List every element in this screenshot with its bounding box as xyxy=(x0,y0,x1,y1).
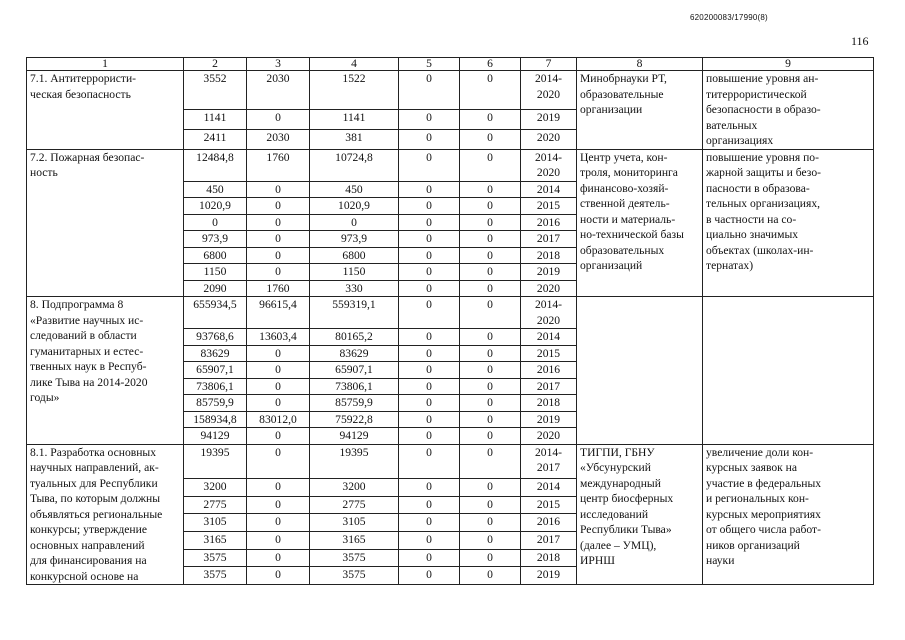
amount-cell: 0 xyxy=(247,247,310,264)
period-cell: 2015 xyxy=(521,198,577,215)
amount-cell: 0 xyxy=(460,378,521,395)
period-cell: 2018 xyxy=(521,395,577,412)
amount-cell: 1141 xyxy=(184,109,247,129)
amount-cell: 0 xyxy=(310,214,399,231)
amount-cell: 83629 xyxy=(310,345,399,362)
amount-cell: 0 xyxy=(399,478,460,496)
period-cell: 2020 xyxy=(521,280,577,297)
amount-cell: 1150 xyxy=(184,264,247,281)
text-line: 8.1. Разработка основных xyxy=(30,445,157,459)
amount-cell: 450 xyxy=(184,181,247,198)
amount-cell: 1020,9 xyxy=(184,198,247,215)
amount-cell: 96615,4 xyxy=(247,297,310,329)
text-line: науки xyxy=(706,554,735,567)
text-line: повышение уровня ан- xyxy=(706,72,819,85)
amount-cell: 158934,8 xyxy=(184,411,247,428)
period-cell: 2015 xyxy=(521,496,577,514)
period-cell: 2020 xyxy=(521,428,577,445)
text-line: Республики Тыва» xyxy=(580,523,672,536)
amount-cell: 655934,5 xyxy=(184,297,247,329)
amount-cell: 3575 xyxy=(184,549,247,567)
indicator-cell xyxy=(703,444,874,585)
amount-cell: 973,9 xyxy=(184,231,247,248)
column-number: 1 xyxy=(27,58,184,71)
period-cell: 2015 xyxy=(521,345,577,362)
amount-cell: 0 xyxy=(247,264,310,281)
amount-cell: 75922,8 xyxy=(310,411,399,428)
activity-name xyxy=(27,444,184,585)
text-line: научных направлений, ак- xyxy=(30,461,159,474)
period-cell xyxy=(521,444,577,478)
period-cell: 2017 xyxy=(521,378,577,395)
column-number: 8 xyxy=(577,58,703,71)
text-line: ТИГПИ, ГБНУ xyxy=(580,445,655,459)
amount-cell: 0 xyxy=(247,549,310,567)
amount-cell: 1760 xyxy=(247,280,310,297)
amount-cell: 0 xyxy=(460,345,521,362)
amount-cell: 0 xyxy=(399,395,460,412)
program-table xyxy=(26,57,874,585)
amount-cell: 0 xyxy=(247,378,310,395)
text-line: 2020 xyxy=(536,313,561,327)
amount-cell: 0 xyxy=(247,231,310,248)
text-line: ности и материаль- xyxy=(580,212,676,226)
amount-cell: 559319,1 xyxy=(310,297,399,329)
amount-cell: 0 xyxy=(460,231,521,248)
text-line: безопасности в образо- xyxy=(706,103,821,116)
amount-cell: 0 xyxy=(460,362,521,379)
amount-cell: 1141 xyxy=(310,109,399,129)
text-line: конкурсной основе на xyxy=(30,569,139,583)
amount-cell: 0 xyxy=(460,129,521,149)
period-cell xyxy=(521,297,577,329)
amount-cell: 80165,2 xyxy=(310,329,399,346)
activity-name xyxy=(27,297,184,445)
amount-cell: 19395 xyxy=(184,444,247,478)
amount-cell: 0 xyxy=(247,362,310,379)
column-number: 2 xyxy=(184,58,247,71)
period-cell: 2019 xyxy=(521,109,577,129)
amount-cell: 1522 xyxy=(310,71,399,110)
text-line: Минобрнауки РТ, xyxy=(580,72,667,85)
amount-cell: 0 xyxy=(399,129,460,149)
text-line: 2020 xyxy=(536,87,561,101)
amount-cell: 0 xyxy=(399,231,460,248)
amount-cell: 0 xyxy=(399,198,460,215)
amount-cell: 13603,4 xyxy=(247,329,310,346)
amount-cell: 0 xyxy=(399,496,460,514)
amount-cell: 0 xyxy=(247,444,310,478)
amount-cell: 73806,1 xyxy=(310,378,399,395)
text-line: 2017 xyxy=(536,461,561,474)
text-line: тернатах) xyxy=(706,259,754,272)
text-line: лике Тыва на 2014-2020 xyxy=(30,375,148,389)
amount-cell: 1760 xyxy=(247,149,310,181)
text-line: твенных наук в Респуб- xyxy=(30,360,147,373)
amount-cell: 381 xyxy=(310,129,399,149)
period-cell: 2016 xyxy=(521,514,577,532)
amount-cell: 0 xyxy=(184,214,247,231)
amount-cell: 0 xyxy=(399,378,460,395)
column-number: 6 xyxy=(460,58,521,71)
period-cell: 2018 xyxy=(521,549,577,567)
amount-cell: 0 xyxy=(399,329,460,346)
table-row xyxy=(27,71,874,110)
amount-cell: 0 xyxy=(247,567,310,585)
amount-cell: 0 xyxy=(399,71,460,110)
amount-cell: 12484,8 xyxy=(184,149,247,181)
amount-cell: 93768,6 xyxy=(184,329,247,346)
amount-cell: 0 xyxy=(247,395,310,412)
text-line: «Убсунурский xyxy=(580,461,651,474)
text-line: ческая безопасность xyxy=(30,87,131,101)
text-line: вательных xyxy=(706,118,758,132)
amount-cell: 0 xyxy=(399,549,460,567)
text-line: организации xyxy=(580,103,643,116)
indicator-cell xyxy=(703,297,874,445)
amount-cell: 0 xyxy=(460,549,521,567)
text-line: 2014- xyxy=(534,445,563,459)
period-cell: 2014 xyxy=(521,181,577,198)
text-line: 2014- xyxy=(534,298,563,311)
amount-cell: 0 xyxy=(399,297,460,329)
amount-cell: 0 xyxy=(247,496,310,514)
amount-cell: 2775 xyxy=(310,496,399,514)
amount-cell: 0 xyxy=(247,109,310,129)
amount-cell: 0 xyxy=(460,531,521,549)
amount-cell: 2030 xyxy=(247,129,310,149)
amount-cell: 85759,9 xyxy=(310,395,399,412)
amount-cell: 0 xyxy=(399,362,460,379)
amount-cell: 3105 xyxy=(310,514,399,532)
period-cell: 2016 xyxy=(521,362,577,379)
amount-cell: 6800 xyxy=(184,247,247,264)
amount-cell: 2411 xyxy=(184,129,247,149)
text-line: курсных заявок на xyxy=(706,461,798,474)
amount-cell: 2030 xyxy=(247,71,310,110)
text-line: исследований xyxy=(580,507,649,521)
text-line: центр биосферных xyxy=(580,492,674,505)
amount-cell: 10724,8 xyxy=(310,149,399,181)
text-line: (далее – УМЦ), xyxy=(580,538,657,552)
period-cell xyxy=(521,149,577,181)
amount-cell: 0 xyxy=(460,264,521,281)
amount-cell: 94129 xyxy=(184,428,247,445)
amount-cell: 0 xyxy=(460,444,521,478)
text-line: образовательных xyxy=(580,243,665,257)
amount-cell: 3552 xyxy=(184,71,247,110)
period-cell: 2017 xyxy=(521,231,577,248)
period-cell: 2019 xyxy=(521,567,577,585)
text-line: международный xyxy=(580,476,661,490)
text-line: организаций xyxy=(580,259,643,272)
text-line: в частности на со- xyxy=(706,212,797,226)
amount-cell: 3575 xyxy=(310,549,399,567)
period-cell: 2020 xyxy=(521,129,577,149)
amount-cell: 0 xyxy=(460,496,521,514)
table-body xyxy=(27,58,874,585)
amount-cell: 0 xyxy=(399,345,460,362)
period-cell xyxy=(521,71,577,110)
table-row xyxy=(27,444,874,478)
amount-cell: 0 xyxy=(460,297,521,329)
column-number: 4 xyxy=(310,58,399,71)
executor-cell xyxy=(577,297,703,445)
amount-cell: 0 xyxy=(247,345,310,362)
amount-cell: 3575 xyxy=(184,567,247,585)
amount-cell: 3200 xyxy=(310,478,399,496)
amount-cell: 0 xyxy=(399,109,460,129)
text-line: но-технической базы xyxy=(580,228,684,241)
amount-cell: 0 xyxy=(247,478,310,496)
text-line: ность xyxy=(30,166,58,179)
amount-cell: 0 xyxy=(399,181,460,198)
text-line: для финансирования на xyxy=(30,554,147,567)
text-line: годы» xyxy=(30,391,60,404)
text-line: «Развитие научных ис- xyxy=(30,313,144,327)
amount-cell: 0 xyxy=(399,514,460,532)
table-row xyxy=(27,297,874,329)
amount-cell: 83629 xyxy=(184,345,247,362)
text-line: гуманитарных и естес- xyxy=(30,344,144,358)
amount-cell: 3165 xyxy=(184,531,247,549)
period-cell: 2019 xyxy=(521,264,577,281)
period-cell: 2014 xyxy=(521,478,577,496)
amount-cell: 0 xyxy=(460,149,521,181)
amount-cell: 0 xyxy=(399,149,460,181)
amount-cell: 3165 xyxy=(310,531,399,549)
column-number: 7 xyxy=(521,58,577,71)
column-number: 3 xyxy=(247,58,310,71)
text-line: объектах (школах-ин- xyxy=(706,243,814,257)
text-line: циально значимых xyxy=(706,228,799,241)
amount-cell: 0 xyxy=(399,411,460,428)
amount-cell: 65907,1 xyxy=(310,362,399,379)
amount-cell: 330 xyxy=(310,280,399,297)
text-line: 7.2. Пожарная безопас- xyxy=(30,150,145,164)
amount-cell: 94129 xyxy=(310,428,399,445)
text-line: финансово-хозяй- xyxy=(580,181,669,195)
amount-cell: 0 xyxy=(460,478,521,496)
text-line: 2020 xyxy=(536,166,561,179)
text-line: участие в федеральных xyxy=(706,476,822,490)
amount-cell: 450 xyxy=(310,181,399,198)
amount-cell: 0 xyxy=(460,214,521,231)
amount-cell: 0 xyxy=(460,514,521,532)
amount-cell: 0 xyxy=(247,428,310,445)
amount-cell: 0 xyxy=(399,428,460,445)
amount-cell: 0 xyxy=(460,109,521,129)
text-line: от общего числа работ- xyxy=(706,523,821,536)
text-line: образовательные xyxy=(580,87,664,101)
period-cell: 2017 xyxy=(521,531,577,549)
text-line: ников организаций xyxy=(706,538,800,552)
period-cell: 2014 xyxy=(521,329,577,346)
text-line: 2014- xyxy=(534,72,563,85)
amount-cell: 973,9 xyxy=(310,231,399,248)
text-line: объявляться региональные xyxy=(30,507,163,521)
indicator-cell xyxy=(703,71,874,150)
amount-cell: 3105 xyxy=(184,514,247,532)
amount-cell: 0 xyxy=(460,181,521,198)
amount-cell: 0 xyxy=(399,264,460,281)
amount-cell: 1150 xyxy=(310,264,399,281)
text-line: ственной деятель- xyxy=(580,197,670,210)
amount-cell: 0 xyxy=(247,214,310,231)
text-line: и региональных кон- xyxy=(706,492,809,505)
amount-cell: 0 xyxy=(460,71,521,110)
executor-cell xyxy=(577,444,703,585)
text-line: 8. Подпрограмма 8 xyxy=(30,298,124,311)
amount-cell: 83012,0 xyxy=(247,411,310,428)
text-line: Тыва, по которым должны xyxy=(30,492,161,505)
text-line: конкурсы; утверждение xyxy=(30,523,147,536)
amount-cell: 0 xyxy=(247,198,310,215)
amount-cell: 0 xyxy=(399,280,460,297)
period-cell: 2019 xyxy=(521,411,577,428)
text-line: пасности в образова- xyxy=(706,181,810,195)
text-line: 2014- xyxy=(534,150,563,164)
text-line: увеличение доли кон- xyxy=(706,445,814,459)
executor-cell xyxy=(577,149,703,297)
period-cell: 2018 xyxy=(521,247,577,264)
indicator-cell xyxy=(703,149,874,297)
amount-cell: 73806,1 xyxy=(184,378,247,395)
column-number: 9 xyxy=(703,58,874,71)
amount-cell: 0 xyxy=(460,329,521,346)
amount-cell: 85759,9 xyxy=(184,395,247,412)
page-number: 116 xyxy=(851,34,869,48)
amount-cell: 0 xyxy=(460,247,521,264)
amount-cell: 0 xyxy=(399,444,460,478)
amount-cell: 6800 xyxy=(310,247,399,264)
amount-cell: 0 xyxy=(247,514,310,532)
amount-cell: 0 xyxy=(460,198,521,215)
amount-cell: 3575 xyxy=(310,567,399,585)
text-line: основных направлений xyxy=(30,538,145,552)
amount-cell: 0 xyxy=(399,247,460,264)
executor-cell xyxy=(577,71,703,150)
amount-cell: 3200 xyxy=(184,478,247,496)
amount-cell: 0 xyxy=(460,567,521,585)
text-line: курсных мероприятиях xyxy=(706,507,821,521)
text-line: жарной защиты и безо- xyxy=(706,166,821,179)
amount-cell: 19395 xyxy=(310,444,399,478)
amount-cell: 0 xyxy=(460,411,521,428)
text-line: ИРНШ xyxy=(580,554,615,567)
amount-cell: 1020,9 xyxy=(310,198,399,215)
document-id: 620200083/17990(8) xyxy=(690,13,768,22)
text-line: 7.1. Антитеррористи- xyxy=(30,72,137,85)
amount-cell: 0 xyxy=(460,395,521,412)
amount-cell: 0 xyxy=(399,567,460,585)
column-number: 5 xyxy=(399,58,460,71)
text-line: троля, мониторинга xyxy=(580,166,678,179)
amount-cell: 0 xyxy=(247,531,310,549)
text-line: организациях xyxy=(706,134,774,147)
amount-cell: 2775 xyxy=(184,496,247,514)
text-line: повышение уровня по- xyxy=(706,150,819,164)
text-line: следований в области xyxy=(30,329,137,342)
amount-cell: 0 xyxy=(460,280,521,297)
text-line: Центр учета, кон- xyxy=(580,150,668,164)
column-number-row xyxy=(27,58,874,71)
period-cell: 2016 xyxy=(521,214,577,231)
amount-cell: 2090 xyxy=(184,280,247,297)
amount-cell: 65907,1 xyxy=(184,362,247,379)
activity-name xyxy=(27,149,184,297)
text-line: тельных организациях, xyxy=(706,197,821,210)
amount-cell: 0 xyxy=(460,428,521,445)
table-row xyxy=(27,149,874,181)
amount-cell: 0 xyxy=(399,531,460,549)
amount-cell: 0 xyxy=(247,181,310,198)
activity-name xyxy=(27,71,184,150)
text-line: туальных для Республики xyxy=(30,476,158,490)
text-line: титеррористической xyxy=(706,87,807,101)
amount-cell: 0 xyxy=(399,214,460,231)
